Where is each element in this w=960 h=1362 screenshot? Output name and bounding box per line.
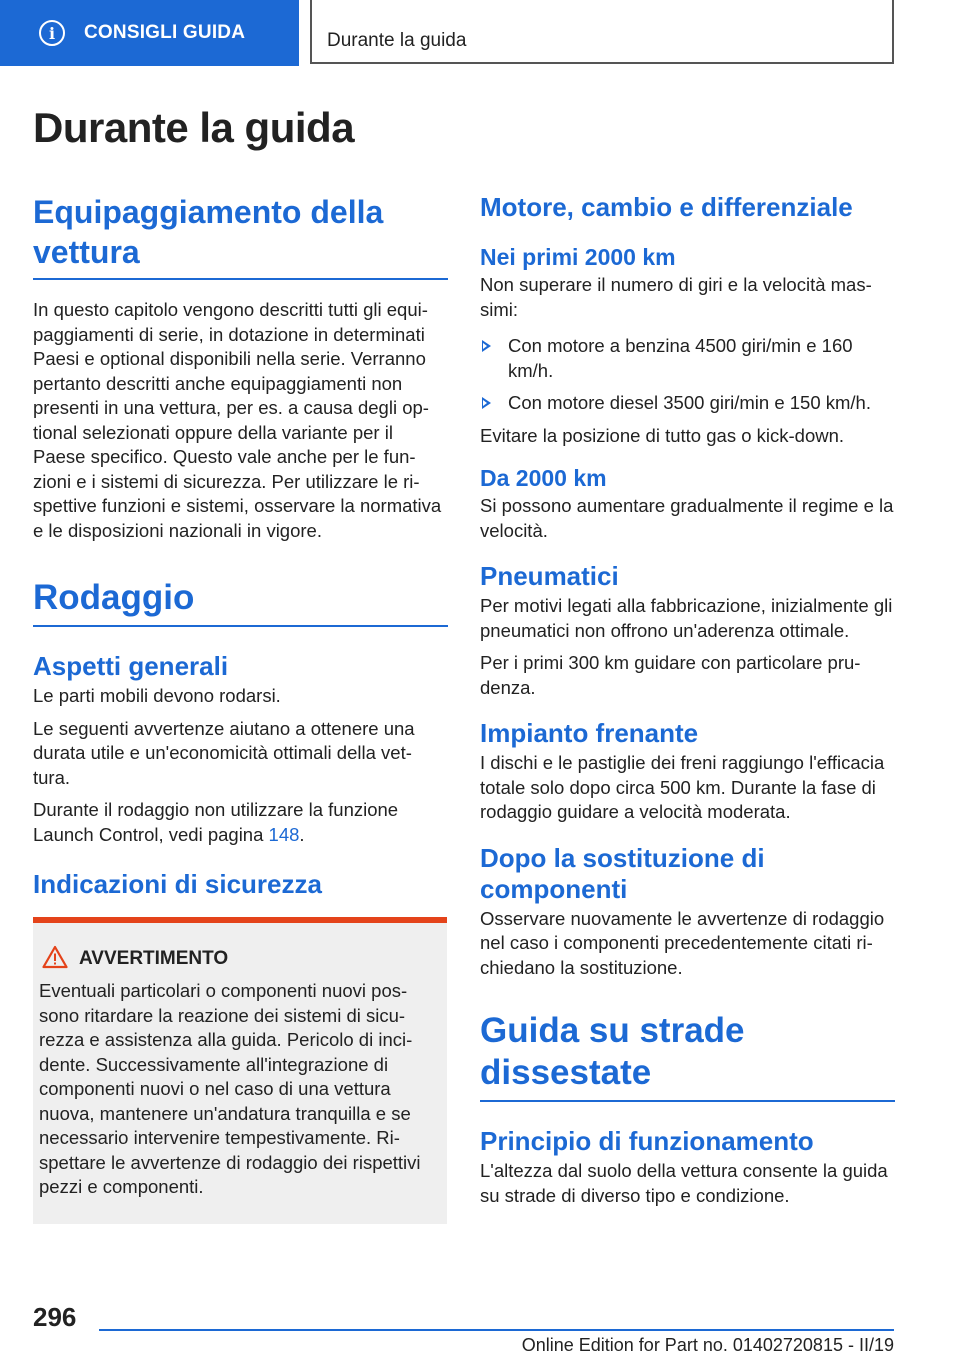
- heading-motore: Motore, cambio e differenziale: [480, 192, 853, 222]
- left-column: [33, 192, 448, 900]
- page-title: Durante la guida: [33, 104, 355, 151]
- heading-indicazioni-sicurezza: Indicazioni di sicurezza: [33, 869, 322, 899]
- bullet-triangle-icon: [482, 340, 491, 352]
- footer-divider: [99, 1329, 894, 1331]
- heading-impianto-frenante: Impianto frenante: [480, 718, 699, 748]
- list-item: [480, 391, 895, 416]
- right-column: [480, 192, 895, 1208]
- warning-bar: [33, 917, 447, 923]
- bullet-triangle-icon: [482, 397, 491, 409]
- heading-da-2000km: Da 2000 km: [480, 465, 607, 491]
- paragraph-equipaggiamento: In questo capitolo vengono descritti tutti gli equi-paggiamenti di serie, in dotazione in determinati Paesi e optional disponibili nella serie. Verranno pertanto descritti anche equipaggiamenti non presenti in una vettura, per es. a causa degli op-tional selezionati oppure della variante per il Paese specifico. Questo vale anche per le fun-zioni e i sistemi di sicurezza. Per utilizzare le ri-spettive funzioni e sistemi, osservare la normativa e le disposizioni nazionali in vigore.: [33, 299, 442, 541]
- divider: [33, 278, 448, 280]
- paragraph-dopo-sostituzione: Osservare nuovamente le avvertenze di rodaggio nel caso i componenti precedentemente citati ri-chiedano la sostituzione.: [480, 907, 885, 978]
- paragraph-aspetti-1: Le parti mobili devono rodarsi.: [33, 685, 281, 706]
- heading-aspetti-generali: Aspetti generali: [33, 651, 229, 681]
- heading-primi-2000km: Nei primi 2000 km: [480, 244, 676, 270]
- list-item: [480, 334, 868, 383]
- divider: [33, 625, 448, 627]
- paragraph-pneumatici-2: Per i primi 300 km guidare con particolare pru-denza.: [480, 652, 861, 698]
- page-number: 296: [33, 1302, 77, 1332]
- section-tab[interactable]: [0, 0, 299, 66]
- breadcrumb: [310, 0, 894, 64]
- paragraph-da-2000km: Si possono aumentare gradualmente il regime e la velocità.: [480, 495, 894, 541]
- section-tab-label: CONSIGLI GUIDA: [84, 22, 246, 43]
- edition-note: Online Edition for Part no. 01402720815 - II/19: [521, 1335, 894, 1355]
- heading-pneumatici: Pneumatici: [480, 561, 619, 591]
- paragraph-aspetti-3-end: .: [299, 823, 305, 845]
- paragraph-pneumatici-1: Per motivi legati alla fabbricazione, inizialmente gli pneumatici non offrono un'aderenza ottimale.: [480, 595, 893, 641]
- paragraph-aspetti-3: [33, 798, 448, 847]
- heading-equipaggiamento: Equipaggiamento della vettura: [33, 194, 384, 270]
- list-item-text: Con motore diesel 3500 giri/min e 150 km/h.: [508, 392, 871, 413]
- warning-title: AVVERTIMENTO: [79, 948, 229, 969]
- warning-text: Eventuali particolari o componenti nuovi pos-sono ritardare la reazione dei sistemi di sicu-rezza e assistenza alla guida. Pericolo di inci-dente. Successivamente all'integrazione di componenti nuovi o nel caso di una vettura nuova, mantenere un'andatura tranquilla e se necessario intervenire tempestivamente. Ri-spettare le avvertenze di rodaggio dei rispettivi pezzi e componenti.: [39, 980, 421, 1197]
- warning-box: [33, 917, 447, 1224]
- paragraph-evitare: Evitare la posizione di tutto gas o kick-down.: [480, 424, 845, 446]
- paragraph-aspetti-3-text: Durante il rodaggio non utilizzare la funzione Launch Control, vedi pagina: [33, 799, 399, 845]
- info-icon: i: [39, 20, 65, 46]
- list-item-text: Con motore a benzina 4500 giri/min e 160 km/h.: [508, 335, 853, 381]
- paragraph-aspetti-2: Le seguenti avvertenze aiutano a ottenere una durata utile e un'economicità ottimali della vet-tura.: [33, 717, 415, 788]
- divider: [480, 1100, 895, 1102]
- heading-rodaggio: Rodaggio: [33, 578, 195, 617]
- heading-strade-dissestate: Guida su strade dissestate: [480, 1011, 745, 1092]
- paragraph-impianto-frenante: I dischi e le pastiglie dei freni raggiungo l'efficacia totale solo dopo circa 500 km. Durante la fase di rodaggio guidare a velocità moderata.: [480, 752, 885, 822]
- page-link-148[interactable]: 148: [268, 823, 300, 845]
- heading-dopo-sostituzione: Dopo la sostituzione di componenti: [480, 842, 765, 904]
- breadcrumb-label: Durante la guida: [327, 30, 467, 51]
- warning-triangle-icon: [42, 945, 68, 969]
- paragraph-principio: L'altezza dal suolo della vettura consente la guida su strade di diverso tipo e condizione.: [480, 1160, 888, 1206]
- heading-principio: Principio di funzionamento: [480, 1126, 814, 1156]
- paragraph-primi-2000km: Non superare il numero di giri e la velocità mas-simi:: [480, 274, 872, 320]
